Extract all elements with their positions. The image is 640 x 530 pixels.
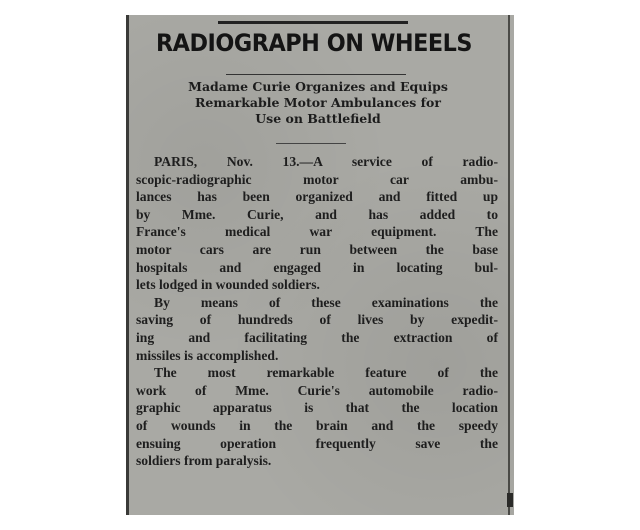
- subhead-line: Use on Battlefield: [255, 111, 381, 126]
- body-line: The most remarkable feature of the: [154, 365, 498, 381]
- headline-rule: [226, 74, 406, 75]
- body-line: missiles is accomplished.: [136, 347, 279, 363]
- body-line: By means of these examinations the: [154, 294, 498, 310]
- body-line: scopic-radiographic motor car ambu-: [136, 171, 498, 187]
- subhead-line: Madame Curie Organizes and Equips: [188, 79, 448, 94]
- body-line: ensuing operation frequently save the: [136, 435, 498, 451]
- body-line: of wounds in the brain and the speedy: [136, 417, 498, 433]
- column-rule-right: [508, 15, 510, 515]
- paragraph-1: [136, 153, 498, 294]
- top-rule: [218, 21, 408, 24]
- body-line: hospitals and engaged in locating bul-: [136, 259, 498, 275]
- body-line: soldiers from paralysis.: [136, 453, 272, 469]
- paragraph-2: [136, 294, 498, 364]
- body-line: graphic apparatus is that the location: [136, 400, 498, 416]
- body-line: lances has been organized and fitted up: [136, 189, 498, 205]
- body-line: lets lodged in wounded soldiers.: [136, 277, 320, 293]
- body-line: motor cars are run between the base: [136, 241, 498, 257]
- body-line: France's medical war equipment. The: [136, 224, 498, 240]
- body-line: work of Mme. Curie's automobile radio-: [136, 382, 498, 398]
- subhead-rule: [276, 143, 346, 144]
- column-rule-tick: [507, 493, 513, 507]
- subhead-line: Remarkable Motor Ambulances for: [195, 95, 441, 110]
- body-line: saving of hundreds of lives by expedit-: [136, 312, 498, 328]
- body-line: by Mme. Curie, and has added to: [136, 206, 498, 222]
- newspaper-clipping: [126, 15, 514, 515]
- article-body: [136, 153, 498, 470]
- body-line: ing and facilitating the extraction of: [136, 329, 498, 345]
- clipping-left-edge: [126, 15, 129, 515]
- body-line: PARIS, Nov. 13.—A service of radio-: [154, 154, 498, 169]
- paragraph-3: [136, 364, 498, 470]
- subhead: [140, 79, 496, 127]
- headline: RADIOGRAPH ON WHEELS: [155, 29, 473, 57]
